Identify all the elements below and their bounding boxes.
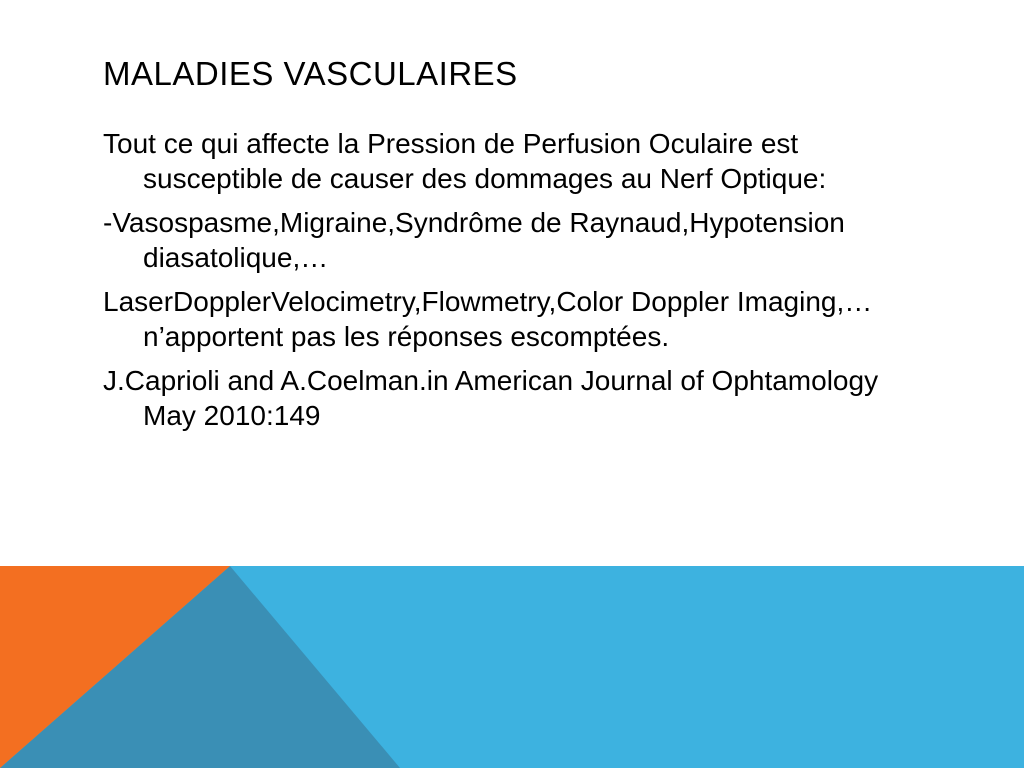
body-paragraph-vasospasm: -Vasospasme,Migraine,Syndrôme de Raynaud,Hypotension diasatolique,… [103, 207, 845, 273]
body-paragraph-reference: J.Caprioli and A.Coelman.in American Journal of Ophtamology May 2010:149 [103, 365, 879, 431]
slide-body [103, 126, 923, 442]
body-paragraph-perfusion: Tout ce qui affecte la Pression de Perfusion Oculaire est susceptible de causer des dommages au Nerf Optique: [103, 128, 827, 194]
slide-title: MALADIES VASCULAIRES [103, 55, 518, 92]
decorative-footer-band [0, 566, 1024, 768]
body-paragraph-doppler: LaserDopplerVelocimetry,Flowmetry,Color Doppler Imaging,…n’apportent pas les réponses escomptées. [103, 286, 873, 352]
